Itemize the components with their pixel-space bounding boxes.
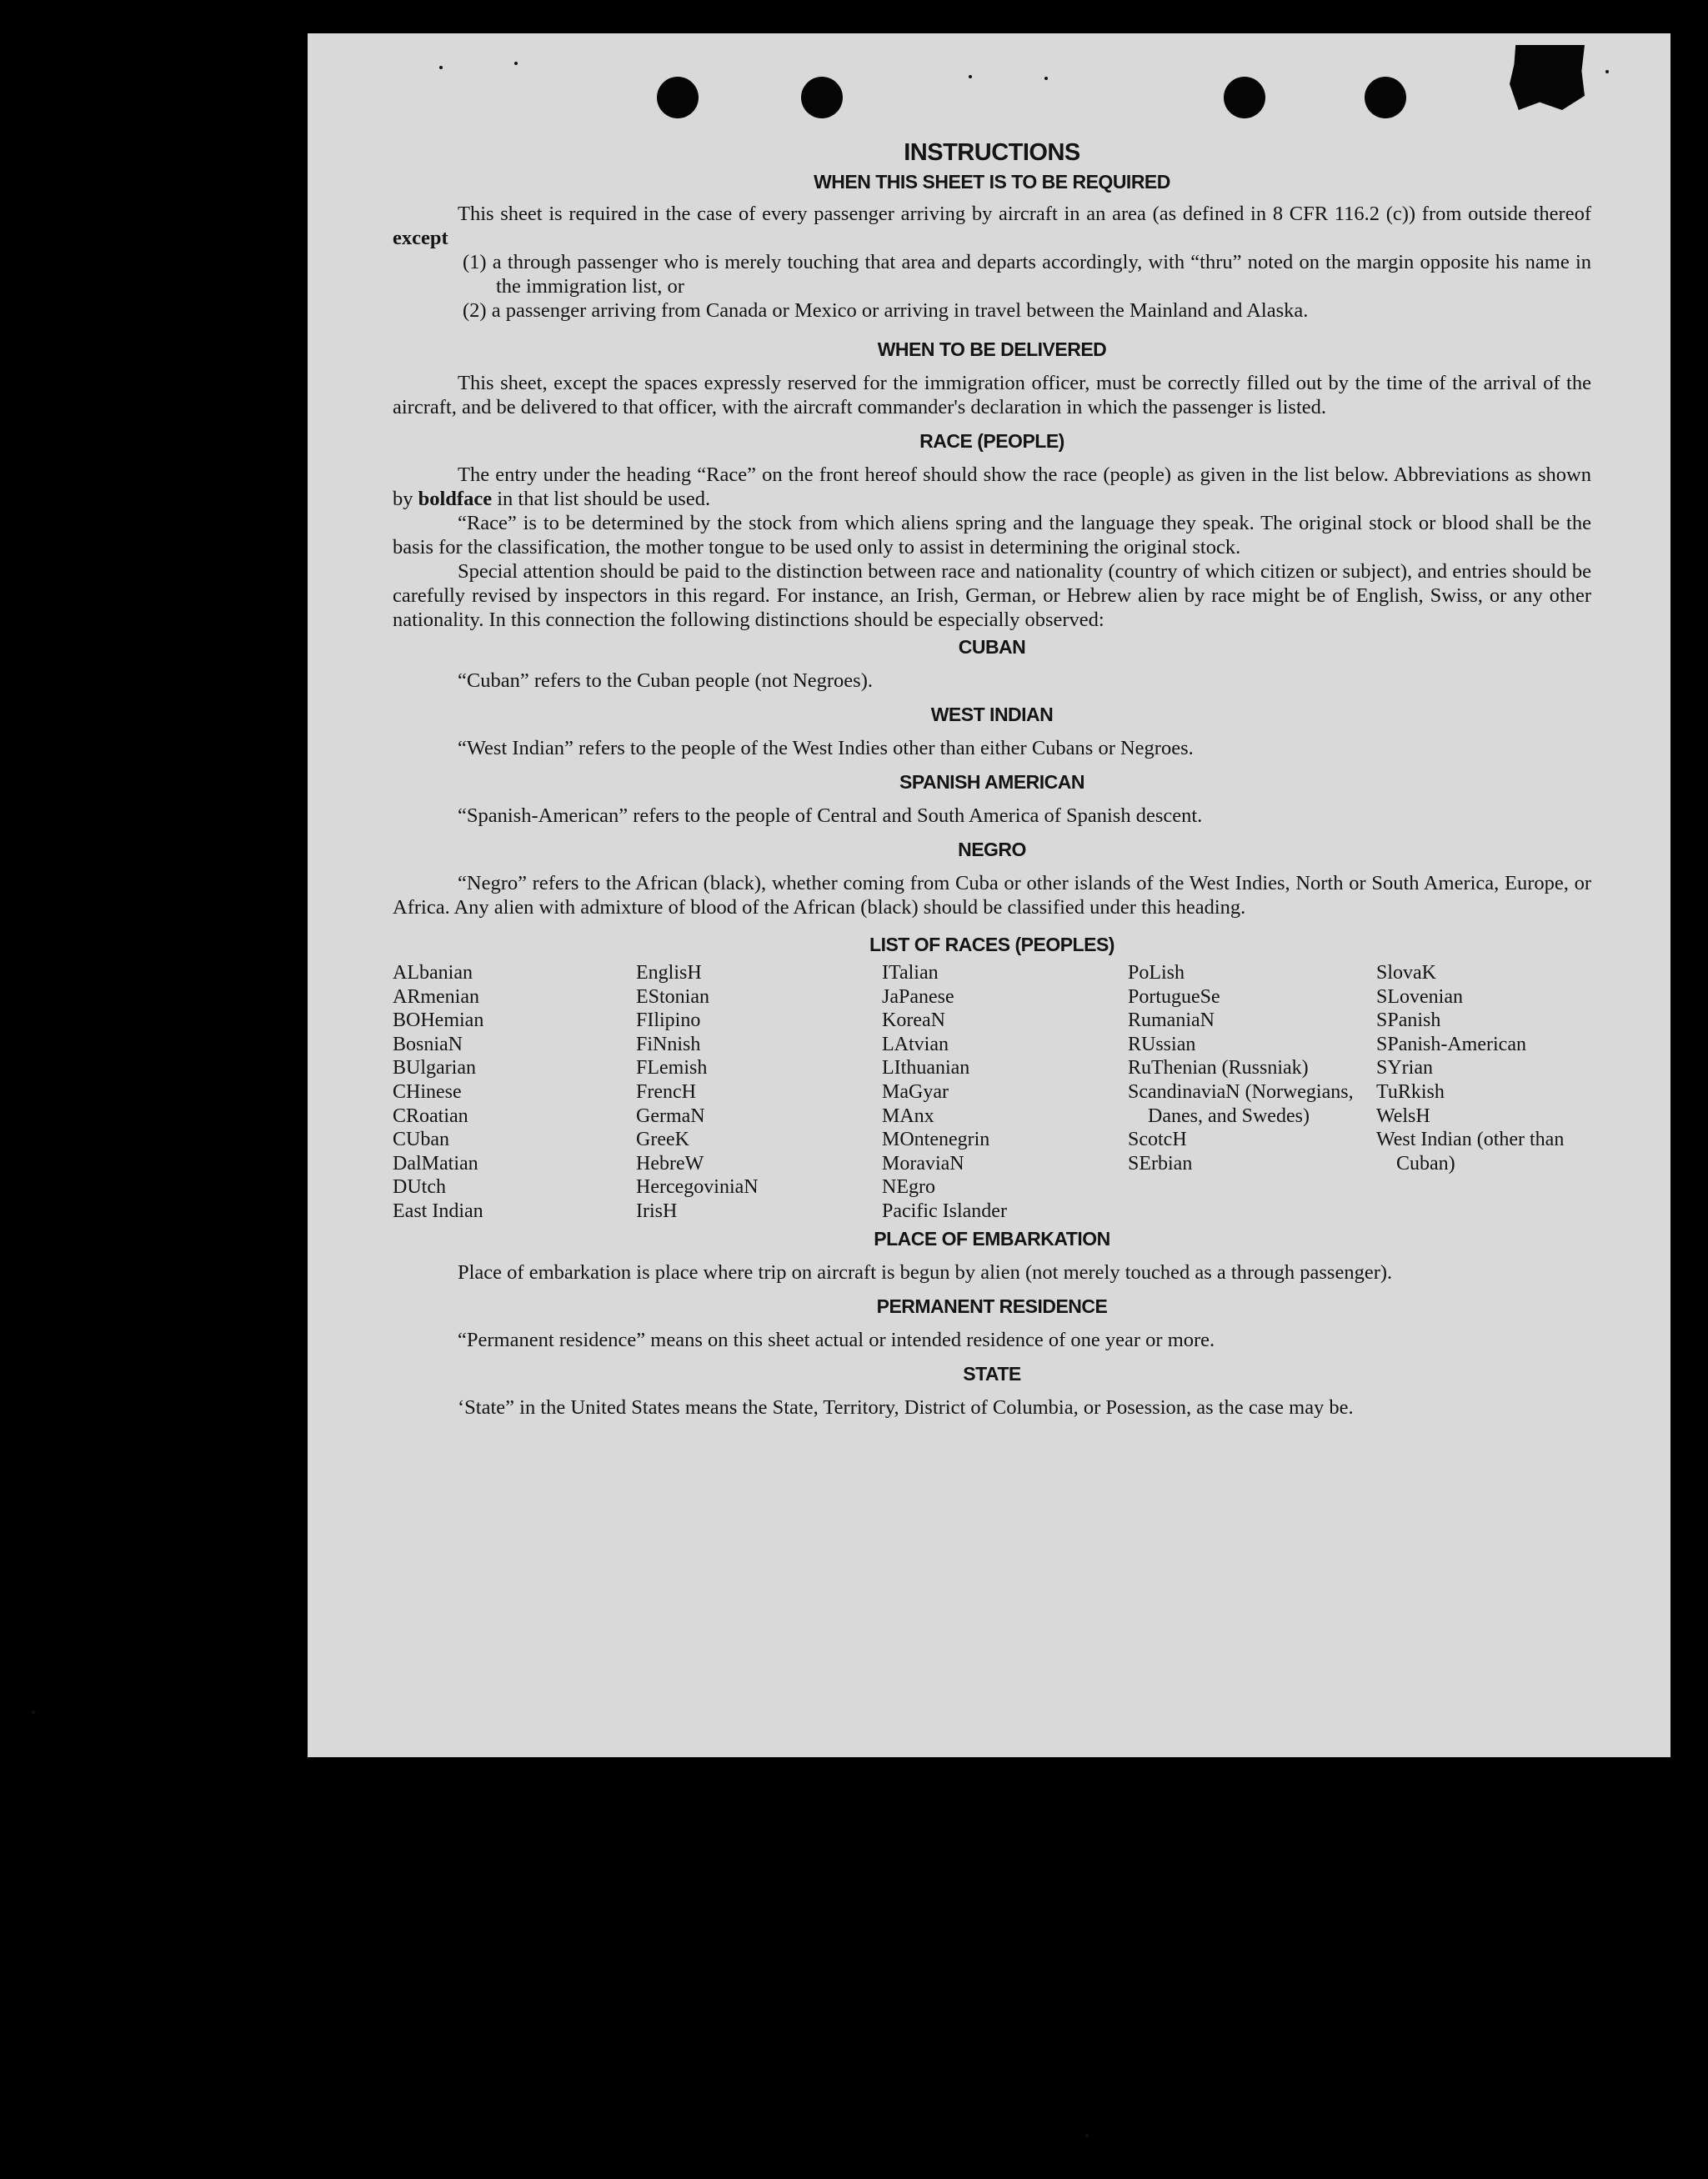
- heading-list-of-races: LIST OF RACES (PEOPLES): [869, 934, 1114, 955]
- race-entry: MAnx: [882, 1105, 934, 1127]
- races-column-2: [636, 961, 882, 1224]
- paragraph-when-delivered: This sheet, except the spaces expressly reserved for the immigration officer, must be correctly filled out by the time of the arrival of the aircraft, and be delivered to that officer, with the aircraft commander's declaration in which the passenger is listed.: [393, 372, 1591, 418]
- heading-permanent-residence: PERMANENT RESIDENCE: [876, 1295, 1108, 1317]
- race-entry: CHinese: [393, 1080, 462, 1103]
- race-entry: ScandinaviaN (Norwegians, Danes, and Swedes): [1128, 1080, 1354, 1127]
- paragraph-permanent-residence: “Permanent residence” means on this sheet actual or intended residence of one year or more.: [458, 1328, 1215, 1351]
- race-entry: RuThenian (Russniak): [1128, 1057, 1309, 1079]
- race-entry: MoraviaN: [882, 1152, 964, 1175]
- paragraph-race-1: The entry under the heading “Race” on the front hereof should show the race (people) as given in the list below. Abbreviations as shown by boldface in that list should be used.: [393, 463, 1591, 510]
- race-entry: GreeK: [636, 1129, 689, 1151]
- speck: [439, 66, 443, 69]
- race-entry: ALbanian: [393, 962, 473, 984]
- race-entry: ITalian: [882, 962, 939, 984]
- races-column-4: [1128, 961, 1376, 1224]
- paragraph-cuban: “Cuban” refers to the Cuban people (not Negroes).: [458, 669, 873, 692]
- races-list: [393, 961, 1591, 1224]
- race-entry: LAtvian: [882, 1033, 949, 1055]
- paragraph-negro: “Negro” refers to the African (black), whether coming from Cuba or other islands of the West Indies, North or South America, Europe, or Africa. Any alien with admixture of blood of the African (black) should be classified under this heading.: [393, 872, 1591, 919]
- race-entry: Pacific Islander: [882, 1200, 1007, 1222]
- race-entry: CRoatian: [393, 1105, 468, 1127]
- races-column-1: [393, 961, 636, 1224]
- race-entry: DalMatian: [393, 1152, 478, 1175]
- race-entry: BosniaN: [393, 1033, 463, 1055]
- race-entry: BOHemian: [393, 1009, 484, 1032]
- race-entry: FiNnish: [636, 1033, 701, 1055]
- paragraph-when-required: This sheet is required in the case of every passenger arriving by aircraft in an area (as defined in 8 CFR 116.2 (c)) from outside thereof except: [393, 203, 1591, 249]
- race-entry: SErbian: [1128, 1152, 1193, 1175]
- race-entry: SLovenian: [1376, 985, 1463, 1008]
- document-sheet: [308, 33, 1670, 1757]
- race-entry: FLemish: [636, 1057, 708, 1079]
- paragraph-place-of-embarkation: Place of embarkation is place where trip on aircraft is begun by alien (not merely touched as a through passenger).: [458, 1260, 1393, 1284]
- race-entry: PoLish: [1128, 962, 1185, 984]
- race-entry: RumaniaN: [1128, 1009, 1215, 1032]
- race-entry: KoreaN: [882, 1009, 945, 1032]
- punch-hole: [801, 77, 843, 118]
- race-entry: IrisH: [636, 1200, 678, 1222]
- race-entry: EnglisH: [636, 962, 702, 984]
- race-entry: FIlipino: [636, 1009, 701, 1032]
- heading-negro: NEGRO: [958, 839, 1026, 860]
- race-entry: SPanish-American: [1376, 1033, 1526, 1055]
- speck: [1044, 77, 1048, 80]
- punch-hole: [1224, 77, 1265, 118]
- punch-hole: [1365, 77, 1406, 118]
- heading-west-indian: WEST INDIAN: [930, 704, 1054, 725]
- races-column-5: [1376, 961, 1591, 1224]
- heading-race: RACE (PEOPLE): [919, 430, 1064, 452]
- torn-corner: [1510, 45, 1585, 110]
- race-entry: EStonian: [636, 985, 709, 1008]
- punch-hole: [657, 77, 699, 118]
- instructions-content: [393, 138, 1591, 1420]
- race-entry: TuRkish: [1376, 1080, 1445, 1103]
- race-entry: SlovaK: [1376, 962, 1436, 984]
- speck: [1085, 2134, 1089, 2137]
- paragraph-west-indian: “West Indian” refers to the people of the West Indies other than either Cubans or Negroes.: [458, 737, 1194, 759]
- race-entry: FrencH: [636, 1080, 696, 1103]
- speck: [969, 75, 972, 78]
- race-entry: PortugueSe: [1128, 985, 1220, 1008]
- race-entry: NEgro: [882, 1176, 935, 1199]
- speck: [514, 62, 518, 65]
- heading-place-of-embarkation: PLACE OF EMBARKATION: [874, 1227, 1110, 1250]
- race-entry: LIthuanian: [882, 1057, 970, 1079]
- paragraph-state: ‘State” in the United States means the State, Territory, District of Columbia, or Posession, as the case may be.: [458, 1395, 1354, 1419]
- heading-cuban: CUBAN: [958, 636, 1026, 658]
- race-entry: SPanish: [1376, 1009, 1441, 1032]
- page-title: INSTRUCTIONS: [904, 139, 1080, 166]
- race-entry: ARmenian: [393, 985, 479, 1008]
- race-entry: MOntenegrin: [882, 1129, 990, 1151]
- heading-state: STATE: [963, 1362, 1021, 1385]
- race-entry: West Indian (other than Cuban): [1376, 1129, 1565, 1175]
- paragraph-spanish-american: “Spanish-American” refers to the people of Central and South America of Spanish descent.: [458, 804, 1203, 827]
- race-entry: DUtch: [393, 1176, 446, 1199]
- race-entry: WelsH: [1376, 1105, 1430, 1127]
- race-entry: JaPanese: [882, 985, 954, 1008]
- race-entry: HebreW: [636, 1152, 704, 1175]
- speck: [1605, 70, 1609, 73]
- race-entry: RUssian: [1128, 1033, 1196, 1055]
- race-entry: BUlgarian: [393, 1057, 476, 1079]
- races-column-3: [882, 961, 1128, 1224]
- race-entry: East Indian: [393, 1200, 483, 1222]
- race-entry: GermaN: [636, 1105, 705, 1127]
- race-entry: CUban: [393, 1129, 449, 1151]
- heading-spanish-american: SPANISH AMERICAN: [899, 771, 1084, 793]
- list-item: (1) a through passenger who is merely touching that area and departs accordingly, with “thru” noted on the margin opposite his name in the immigration list, or: [463, 251, 1591, 298]
- race-entry: HercegoviniaN: [636, 1176, 759, 1199]
- race-entry: ScotcH: [1128, 1129, 1187, 1151]
- heading-when-required: WHEN THIS SHEET IS TO BE REQUIRED: [814, 171, 1170, 193]
- list-item: (2) a passenger arriving from Canada or Mexico or arriving in travel between the Mainland and Alaska.: [463, 299, 1309, 322]
- paragraph-race-3: Special attention should be paid to the distinction between race and nationality (country of which citizen or subject), and entries should be carefully revised by inspectors in this regard. For instance, an Irish, German, or Hebrew alien by race might be of English, Swiss, or any other nationality. In this connection the following distinctions should be especially observed:: [393, 560, 1591, 631]
- race-entry: MaGyar: [882, 1080, 949, 1103]
- heading-when-delivered: WHEN TO BE DELIVERED: [877, 338, 1107, 360]
- speck: [32, 1711, 35, 1714]
- paragraph-race-2: “Race” is to be determined by the stock from which aliens spring and the language they speak. The original stock or blood shall be the basis for the classification, the mother tongue to be used only to assist in determining the original stock.: [393, 512, 1591, 559]
- race-entry: SYrian: [1376, 1057, 1433, 1079]
